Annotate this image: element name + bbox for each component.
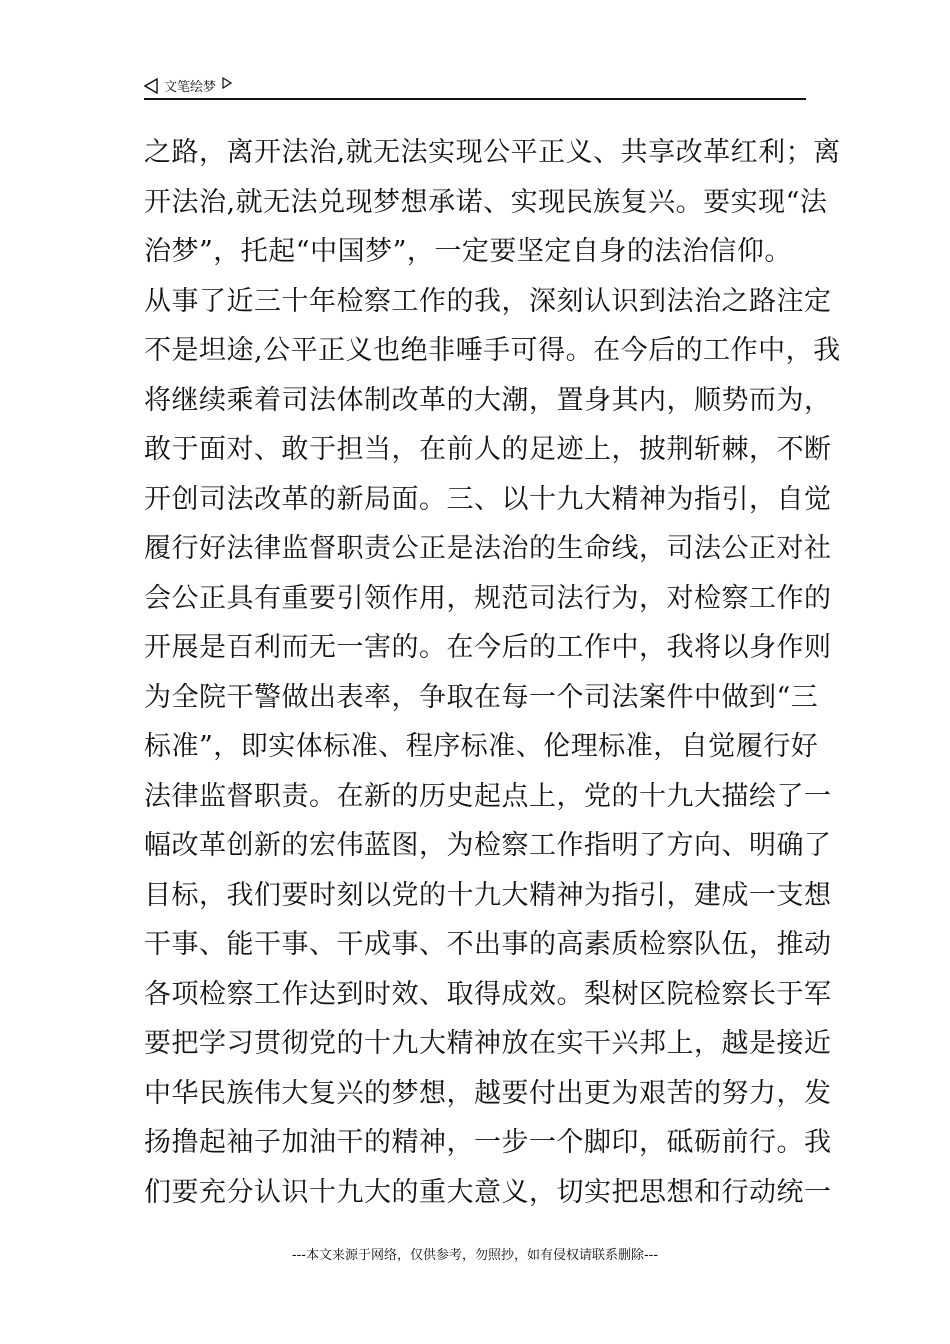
body-line: 标准”，即实体标准、程序标准、伦理标准，自觉履行好 [144,731,819,762]
body-line: 们要充分认识十九大的重大意义，切实把思想和行动统一 [144,1176,832,1208]
body-line: 目标，我们要时刻以党的十九大精神为指引，建成一支想 [144,879,832,911]
body-line: 扬撸起袖子加油干的精神，一步一个脚印，砥砺前行。我 [144,1127,832,1158]
body-line: 履行好法律监督职责公正是法治的生命线，司法公正对社 [144,533,832,564]
body-line: 幅改革创新的宏伟蓝图，为检察工作指明了方向、明确了 [144,830,832,861]
body-line: 将继续乘着司法体制改革的大潮，置身其内，顺势而为， [144,384,832,416]
page-footer: ---本文来源于网络，仅供参考，勿照抄，如有侵权请联系删除--- [291,1248,659,1263]
body-line: 敢于面对、敢于担当，在前人的足迹上，披荆斩棘，不断 [144,434,832,465]
header-content [144,76,232,95]
body-line: 中华民族伟大复兴的梦想，越要付出更为艰苦的努力，发 [144,1077,832,1109]
body-line: 开法治,就无法兑现梦想承诺、实现民族复兴。要实现“法 [144,186,828,218]
body-line: 干事、能干事、干成事、不出事的高素质检察队伍，推动 [144,929,832,960]
body-line: 之路，离开法治,就无法实现公平正义、共享改革红利；离 [144,137,841,168]
body-line: 不是坦途,公平正义也绝非唾手可得。在今后的工作中，我 [144,335,841,366]
page-header [144,72,806,100]
body-line: 开展是百利而无一害的。在今后的工作中，我将以身作则 [144,632,832,663]
body-line: 治梦”，托起“中国梦”，一定要坚定自身的法治信仰。 [144,236,792,267]
triangle-left-outline-icon [144,78,158,94]
document-body [144,128,841,1217]
header-title: 文笔绘梦 [164,80,217,95]
body-line: 法律监督职责。在新的历史起点上，党的十九大描绘了一 [144,780,832,812]
body-line: 要把学习贯彻党的十九大精神放在实干兴邦上，越是接近 [144,1028,832,1059]
body-line: 从事了近三十年检察工作的我，深刻认识到法治之路注定 [144,285,832,317]
body-line: 各项检察工作达到时效、取得成效。梨树区院检察长于军 [144,978,832,1010]
triangle-right-outline-icon [222,77,232,89]
body-line: 会公正具有重要引领作用，规范司法行为，对检察工作的 [144,582,832,614]
body-line: 开创司法改革的新局面。三、以十九大精神为指引，自觉 [144,483,832,515]
body-line: 为全院干警做出表率，争取在每一个司法案件中做到“三 [144,681,819,713]
